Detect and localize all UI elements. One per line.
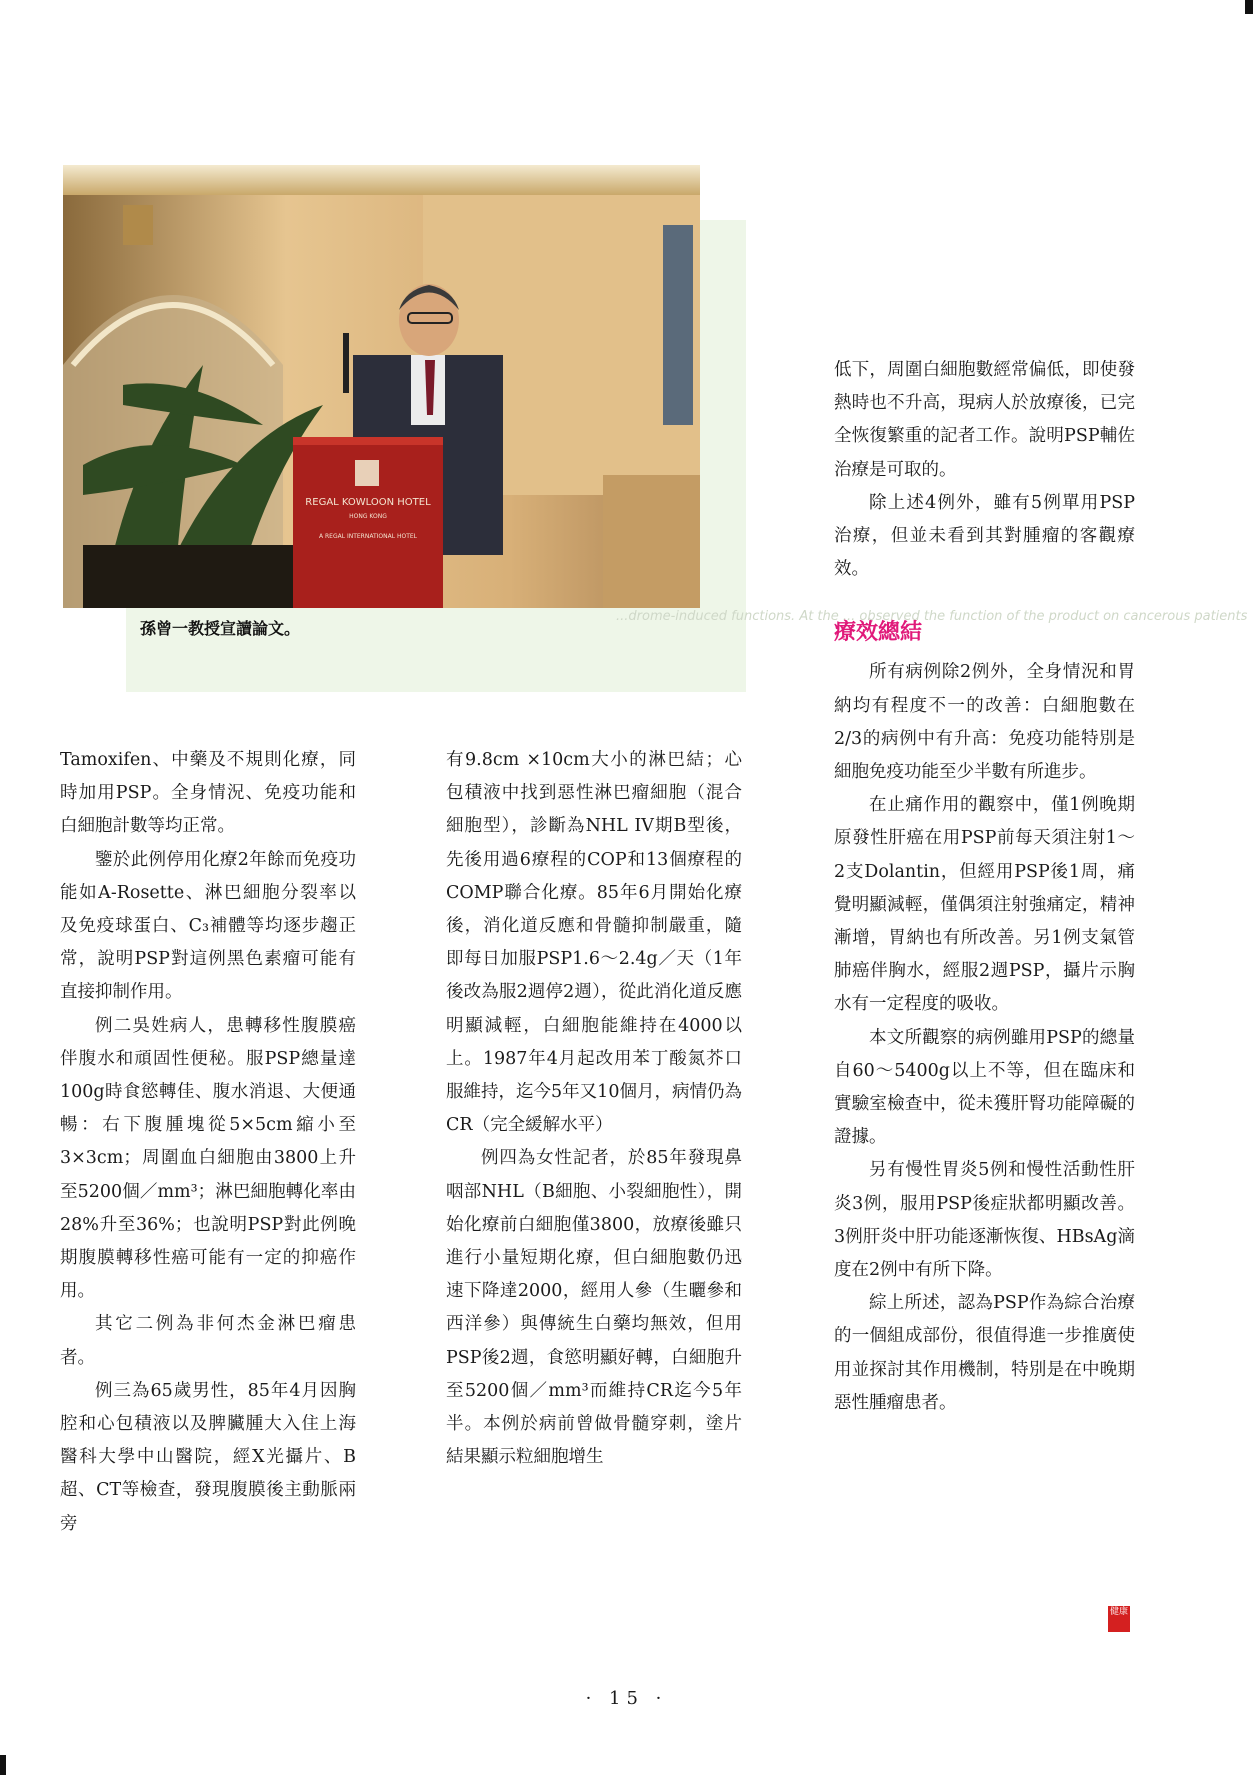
paragraph: 鑒於此例停用化療2年餘而免疫功能如A-Rosette、淋巴細胞分裂率以及免疫球蛋白、C₃補體等均逐步趨正常，說明PSP對這例黑色素瘤可能有直接抑制作用。 xyxy=(60,849,356,1003)
section-heading: 療效總結 xyxy=(834,620,923,646)
end-seal-icon: 健康 xyxy=(1108,1606,1130,1632)
paragraph: 例三為65歲男性，85年4月因胸腔和心包積液以及脾臟腫大入住上海醫科大學中山醫院，經X光攝片、B超、CT等檢查，發現腹膜後主動脈兩旁 xyxy=(60,1380,356,1534)
paragraph: 在止痛作用的觀察中，僅1例晚期原發性肝癌在用PSP前每天須注射1～2支Dolantin，但經用PSP後1周，痛覺明顯減輕，僅偶須注射強痛定，精神漸增，胃納也有所改善。另1例支氣管肺癌伴胸水，經服2週PSP，攝片示胸水有一定程度的吸收。 xyxy=(834,795,1135,1015)
paragraph: 例四為女性記者，於85年發現鼻咽部NHL（B細胞、小裂細胞性），開始化療前白細胞僅3800，放療後雖只進行小量短期化療，但白細胞數仍迅速下降達2000，經用人參（生曬參和西洋參）與傳統生白藥均無效，但用PSP後2週，食慾明顯好轉，白細胞升至5200個／mm³而維持CR迄今5年半。本例於病前曾做骨髓穿刺，塗片結果顯示粒細胞增生 xyxy=(446,1148,742,1468)
text-column-2 xyxy=(446,744,742,1474)
paragraph: 本文所觀察的病例雖用PSP的總量自60～5400g以上不等，但在臨床和實驗室檢查中，從未獲肝腎功能障礙的證據。 xyxy=(834,1027,1135,1148)
podium-city: HONG KONG xyxy=(349,513,387,520)
text-column-3 xyxy=(834,354,1135,1420)
podium-hotel-group: A REGAL INTERNATIONAL HOTEL xyxy=(318,533,418,540)
paragraph: 所有病例除2例外，全身情況和胃納均有程度不一的改善：白細胞數在2/3的病例中有升高：免疫功能特別是細胞免疫功能至少半數有所進步。 xyxy=(834,662,1135,783)
paragraph: 除上述4例外，雖有5例單用PSP治療，但並未看到其對腫瘤的客觀療效。 xyxy=(834,492,1135,580)
text-column-1 xyxy=(60,744,356,1541)
paragraph: 低下，周圍白細胞數經常偏低，即使發熱時也不升高，現病人於放療後，已完全恢復繁重的記者工作。說明PSP輔佐治療是可取的。 xyxy=(834,360,1135,480)
speaker-photo xyxy=(63,165,700,608)
paragraph: 其它二例為非何杰金淋巴瘤患者。 xyxy=(60,1314,356,1368)
speaker-photo-illustration xyxy=(63,165,700,608)
paragraph: 另有慢性胃炎5例和慢性活動性肝炎3例，服用PSP後症狀都明顯改善。3例肝炎中肝功能逐漸恢復、HBsAg滴度在2例中有所下降。 xyxy=(834,1160,1135,1281)
page-number: · 15 · xyxy=(585,1688,668,1709)
scan-edge-mark xyxy=(1245,0,1253,14)
paragraph: Tamoxifen、中藥及不規則化療，同時加用PSP。全身情況、免疫功能和白細胞計數等均正常。 xyxy=(60,750,356,837)
paragraph: 有9.8cm ×10cm大小的淋巴結；心包積液中找到惡性淋巴瘤細胞（混合細胞型），診斷為NHL IV期B型後，先後用過6療程的COP和13個療程的COMP聯合化療。85年6月開始化療後，消化道反應和骨髓抑制嚴重，隨即每日加服PSP1.6～2.4g／天（1年後改為服2週停2週），從此消化道反應明顯減輕，白細胞能維持在4000以上。1987年4月起改用苯丁酸氮芥口服維持，迄今5年又10個月，病情仍為CR（完全緩解水平） xyxy=(446,750,742,1136)
paragraph: 綜上所述，認為PSP作為綜合治療的一個組成部份，很值得進一步推廣使用並探討其作用機制，特別是在中晚期惡性腫瘤患者。 xyxy=(834,1293,1135,1413)
faded-english-text: ...drome-induced functions. At the ... observed the function of the product on cancerous patients xyxy=(616,609,1248,624)
paragraph: 例二吳姓病人，患轉移性腹膜癌伴腹水和頑固性便秘。服PSP總量達100g時食慾轉佳、腹水消退、大便通暢：右下腹腫塊從5×5cm縮小至3×3cm；周圍血白細胞由3800上升至5200個／mm³；淋巴細胞轉化率由28%升至36%；也說明PSP對此例晚期腹膜轉移性癌可能有一定的抑癌作用。 xyxy=(60,1015,356,1302)
photo-caption: 孫曾一教授宣讀論文。 xyxy=(140,619,301,638)
scan-edge-mark xyxy=(0,1755,6,1775)
podium-hotel-name: REGAL KOWLOON HOTEL xyxy=(305,497,431,508)
